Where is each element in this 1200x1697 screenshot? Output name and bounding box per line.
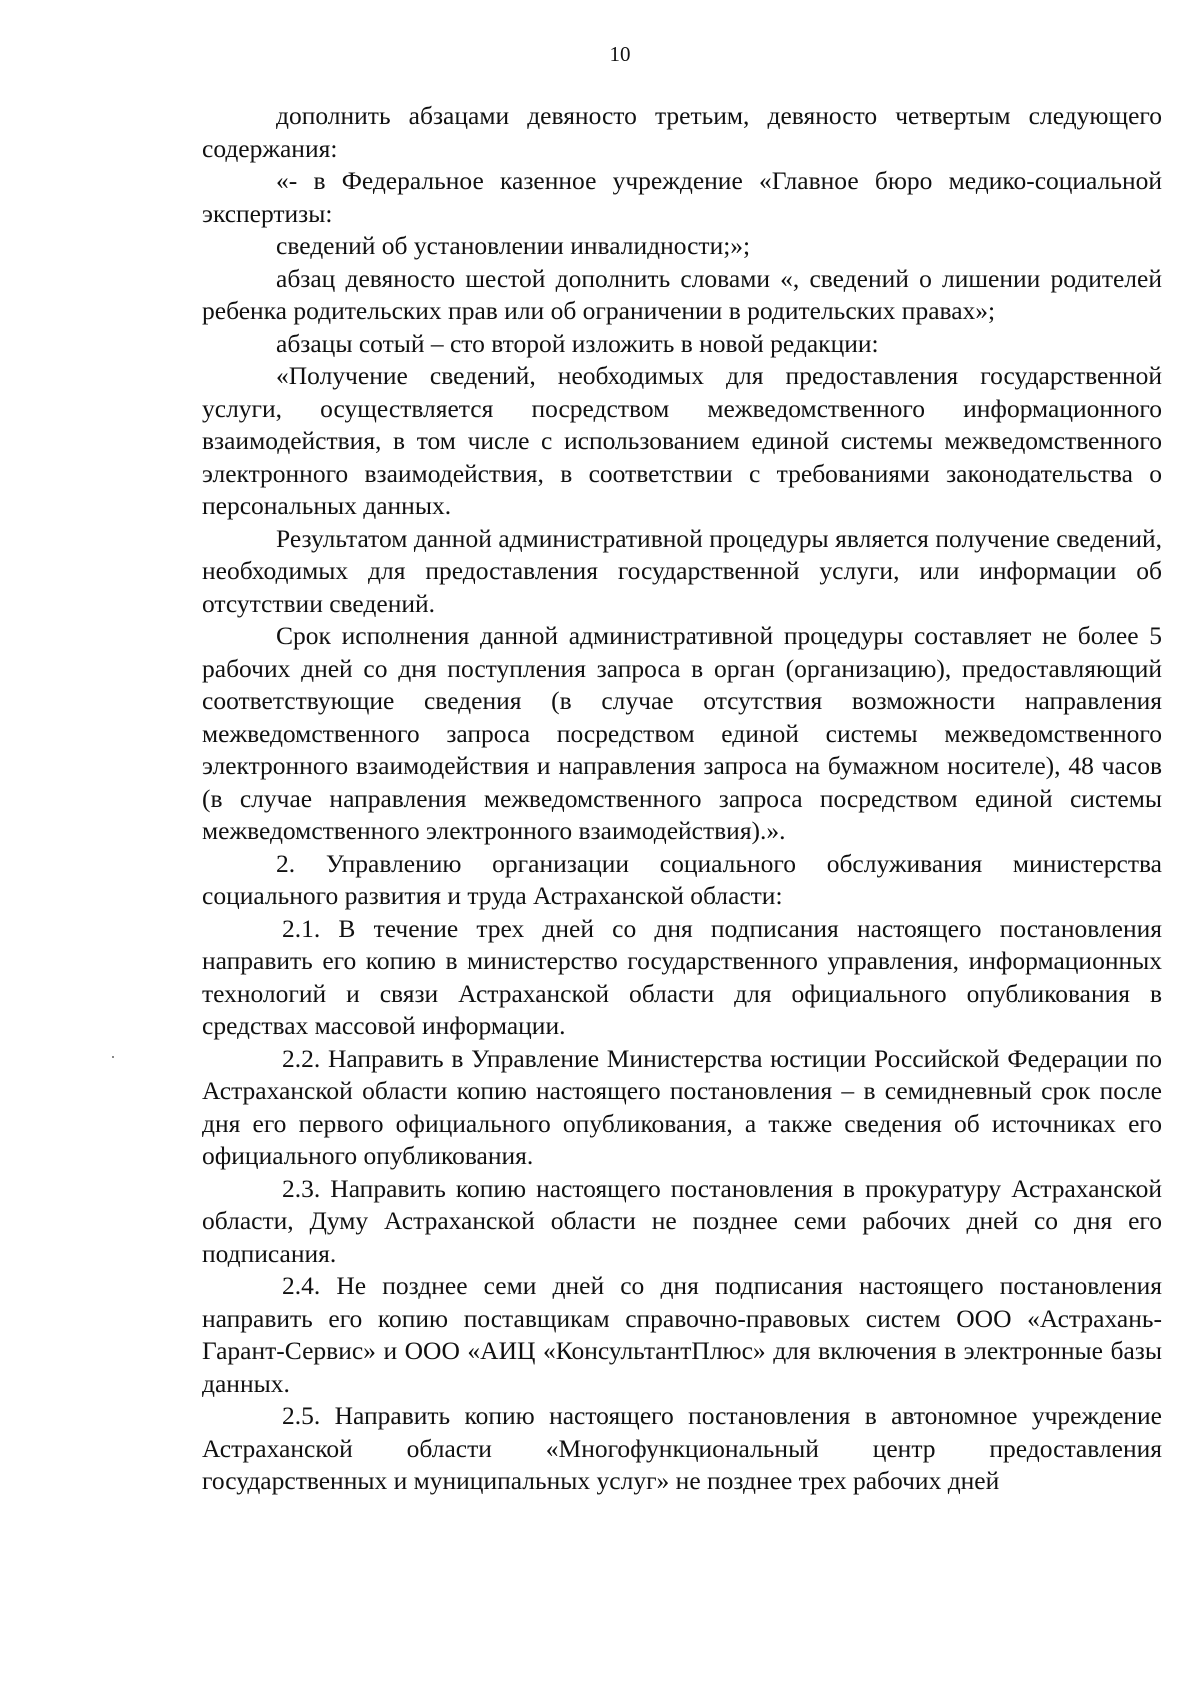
paragraph-item-2-2: 2.2. Направить в Управление Министерства юстиции Российской Федерации по Астраханской области копию настоящего постановления – в семидневный срок после дня его первого официального опубликования, а также сведения об источниках его официального опубликования. <box>202 1043 1162 1170</box>
paragraph-amend-intro: дополнить абзацами девяносто третьим, девяносто четвертым следующего содержания: <box>202 101 1162 163</box>
paragraph-result: Результатом данной административной процедуры является получение сведений, необходимых для предоставления государственной услуги, или информации об отсутствии сведений. <box>202 523 1162 618</box>
scan-speck <box>112 1056 114 1058</box>
paragraph-item-2: 2. Управлению организации социального обслуживания министерства социального развития и труда Астраханской области: <box>202 848 1162 910</box>
paragraph-item-2-5: 2.5. Направить копию настоящего постановления в автономное учреждение Астраханской области «Многофункциональный центр предоставления государственных и муниципальных услуг» не позднее трех рабочих дней <box>202 1401 1162 1495</box>
paragraph-item-2-4: 2.4. Не позднее семи дней со дня подписания настоящего постановления направить его копию поставщикам справочно-правовых систем ООО «Астрахань-Гарант-Сервис» и ООО «АИЦ «КонсультантПлюс» для включения в электронные базы данных. <box>202 1271 1162 1398</box>
paragraph-96th-amend: абзац девяносто шестой дополнить словами «, сведений о лишении родителей ребенка родительских прав или об ограничении в родительских правах»; <box>202 263 1162 325</box>
paragraph-item-2-3: 2.3. Направить копию настоящего постановления в прокуратуру Астраханской области, Думу Астраханской области не позднее семи рабочих дней со дня его подписания. <box>202 1173 1162 1268</box>
paragraph-bureau-mse: «- в Федеральное казенное учреждение «Главное бюро медико-социальной экспертизы: <box>202 166 1162 228</box>
page-number: 10 <box>609 42 631 66</box>
document-body <box>202 100 1162 1498</box>
paragraph-disability-info: сведений об установлении инвалидности;»; <box>276 231 751 260</box>
paragraph-deadline: Срок исполнения данной административной процедуры составляет не более 5 рабочих дней со дня поступления запроса в орган (организацию), предоставляющий соответствующие сведения (в случае отсутствия возможности направления межведомственного запроса посредством единой системы межведомственного электронного взаимодействия и направления запроса на бумажном носителе), 48 часов (в случае направления межведомственного запроса посредством единой системы межведомственного электронного взаимодействия).». <box>202 621 1162 845</box>
paragraph-item-2-1: 2.1. В течение трех дней со дня подписания настоящего постановления направить его копию в министерство государственного управления, информационных технологий и связи Астраханской области для официального опубликования в средствах массовой информации. <box>202 913 1162 1040</box>
paragraph-obtaining-info: «Получение сведений, необходимых для предоставления государственной услуги, осуществляется посредством межведомственного информационного взаимодействия, в том числе с использованием единой системы межведомственного электронного взаимодействия, в соответствии с требованиями законодательства о персональных данных. <box>202 361 1162 520</box>
paragraph-100-102-amend: абзацы сотый – сто второй изложить в новой редакции: <box>276 328 879 358</box>
